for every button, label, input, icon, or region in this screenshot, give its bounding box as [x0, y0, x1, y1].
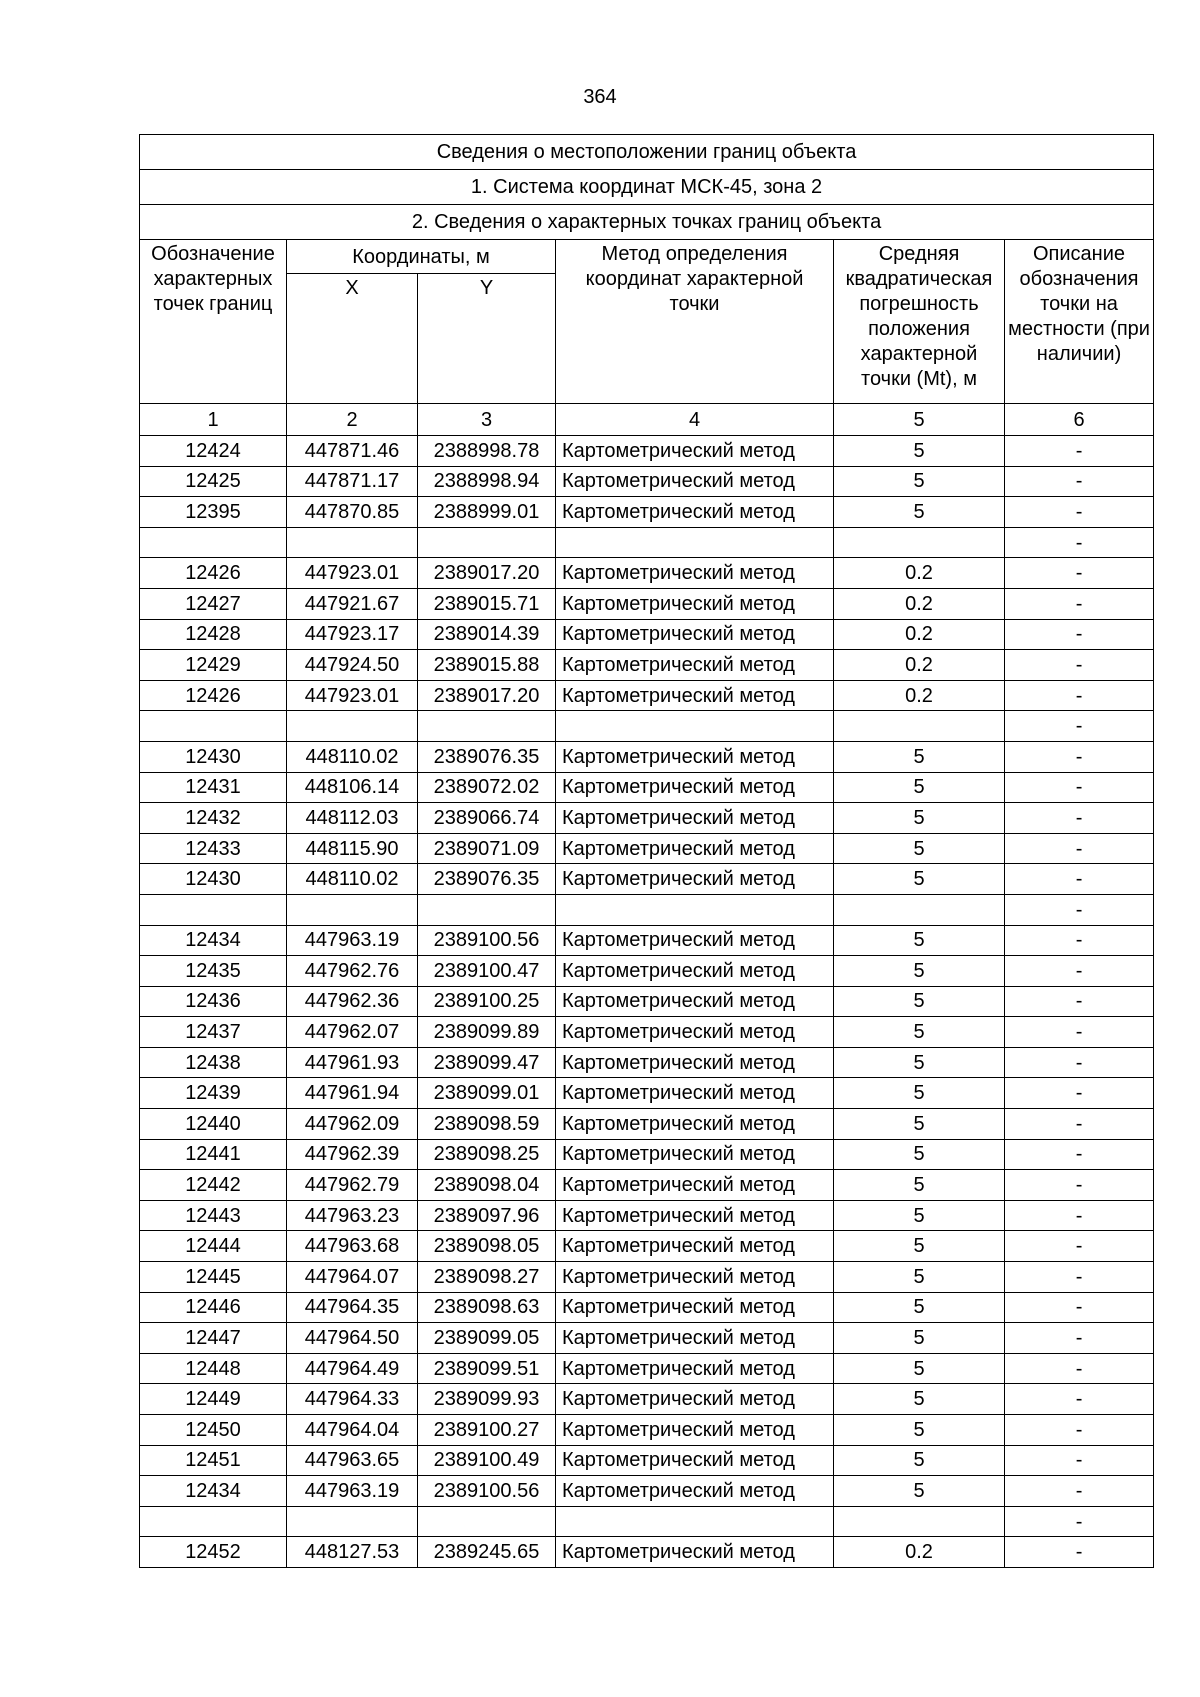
cell-method: Картометрический метод [556, 925, 834, 956]
cell-point-id: 12430 [140, 741, 287, 772]
cell-error: 5 [834, 1017, 1005, 1048]
cell-description: - [1005, 1139, 1154, 1170]
cell-x [287, 1506, 418, 1537]
cell-method: Картометрический метод [556, 466, 834, 497]
cell-error: 5 [834, 772, 1005, 803]
cell-description: - [1005, 864, 1154, 895]
table-row [140, 925, 1154, 956]
cell-error: 5 [834, 1323, 1005, 1354]
cell-method: Картометрический метод [556, 650, 834, 681]
cell-y: 2388998.78 [418, 436, 556, 467]
header-error: Средняя квадратическая погрешность положения характерной точки (Mt), м [834, 240, 1005, 404]
cell-error: 5 [834, 1353, 1005, 1384]
cell-point-id: 12434 [140, 1476, 287, 1507]
cell-method [556, 1506, 834, 1537]
cell-x: 447963.65 [287, 1445, 418, 1476]
cell-y: 2389066.74 [418, 803, 556, 834]
cell-x: 447964.35 [287, 1292, 418, 1323]
table-row [140, 1170, 1154, 1201]
cell-y: 2388999.01 [418, 497, 556, 528]
cell-point-id [140, 527, 287, 558]
cell-point-id: 12441 [140, 1139, 287, 1170]
cell-point-id [140, 1506, 287, 1537]
cell-description: - [1005, 1506, 1154, 1537]
cell-x: 447923.17 [287, 619, 418, 650]
cell-method: Картометрический метод [556, 1537, 834, 1568]
column-number: 4 [556, 404, 834, 436]
cell-description: - [1005, 803, 1154, 834]
cell-description: - [1005, 650, 1154, 681]
cell-error: 5 [834, 1200, 1005, 1231]
cell-x: 447964.07 [287, 1262, 418, 1293]
cell-point-id: 12439 [140, 1078, 287, 1109]
cell-x: 447962.79 [287, 1170, 418, 1201]
cell-description: - [1005, 1292, 1154, 1323]
cell-y: 2389076.35 [418, 741, 556, 772]
cell-error: 5 [834, 1415, 1005, 1446]
cell-error: 0.2 [834, 619, 1005, 650]
table-row [140, 1017, 1154, 1048]
cell-point-id: 12447 [140, 1323, 287, 1354]
cell-error: 5 [834, 497, 1005, 528]
cell-x: 447962.07 [287, 1017, 418, 1048]
cell-method: Картометрический метод [556, 1292, 834, 1323]
cell-error [834, 1506, 1005, 1537]
table-title: Сведения о местоположении границ объекта [140, 135, 1154, 170]
cell-description: - [1005, 956, 1154, 987]
cell-point-id: 12427 [140, 588, 287, 619]
table-row [140, 711, 1154, 742]
cell-x: 447923.01 [287, 558, 418, 589]
cell-x: 447871.17 [287, 466, 418, 497]
cell-error: 5 [834, 1078, 1005, 1109]
header-description: Описание обозначения точки на местности (при наличии) [1005, 240, 1154, 404]
table-row [140, 956, 1154, 987]
cell-x: 447961.93 [287, 1047, 418, 1078]
cell-x: 447870.85 [287, 497, 418, 528]
cell-y: 2389099.01 [418, 1078, 556, 1109]
cell-error: 0.2 [834, 680, 1005, 711]
cell-error: 5 [834, 956, 1005, 987]
cell-x [287, 894, 418, 925]
cell-method: Картометрический метод [556, 558, 834, 589]
cell-error: 5 [834, 1262, 1005, 1293]
cell-point-id: 12425 [140, 466, 287, 497]
cell-y: 2389098.04 [418, 1170, 556, 1201]
cell-description: - [1005, 497, 1154, 528]
cell-method: Картометрический метод [556, 741, 834, 772]
cell-description: - [1005, 1231, 1154, 1262]
cell-description: - [1005, 1323, 1154, 1354]
cell-description: - [1005, 1170, 1154, 1201]
header-designation: Обозначение характерных точек границ [140, 240, 287, 404]
cell-method: Картометрический метод [556, 1323, 834, 1354]
cell-y: 2389100.47 [418, 956, 556, 987]
cell-y: 2389098.59 [418, 1109, 556, 1140]
cell-point-id: 12426 [140, 558, 287, 589]
cell-y: 2389098.05 [418, 1231, 556, 1262]
cell-point-id: 12450 [140, 1415, 287, 1446]
table-row [140, 680, 1154, 711]
cell-point-id: 12424 [140, 436, 287, 467]
column-number: 2 [287, 404, 418, 436]
cell-method: Картометрический метод [556, 436, 834, 467]
table-row [140, 1476, 1154, 1507]
cell-point-id: 12429 [140, 650, 287, 681]
page-number: 364 [583, 86, 617, 108]
cell-point-id: 12438 [140, 1047, 287, 1078]
cell-y: 2389098.63 [418, 1292, 556, 1323]
cell-y: 2389014.39 [418, 619, 556, 650]
table-row [140, 741, 1154, 772]
cell-error: 5 [834, 741, 1005, 772]
cell-error: 0.2 [834, 1537, 1005, 1568]
cell-method: Картометрический метод [556, 619, 834, 650]
column-number: 1 [140, 404, 287, 436]
cell-description: - [1005, 1262, 1154, 1293]
cell-method: Картометрический метод [556, 1078, 834, 1109]
table-row [140, 1139, 1154, 1170]
cell-description: - [1005, 894, 1154, 925]
cell-y: 2388998.94 [418, 466, 556, 497]
table-row [140, 650, 1154, 681]
table-row [140, 864, 1154, 895]
cell-point-id: 12437 [140, 1017, 287, 1048]
column-number: 3 [418, 404, 556, 436]
cell-method: Картометрический метод [556, 1017, 834, 1048]
cell-x: 447964.04 [287, 1415, 418, 1446]
cell-y: 2389100.25 [418, 986, 556, 1017]
cell-description: - [1005, 1384, 1154, 1415]
cell-y [418, 894, 556, 925]
cell-y: 2389017.20 [418, 680, 556, 711]
cell-method: Картометрический метод [556, 986, 834, 1017]
coordinate-system-title: 1. Система координат МСК-45, зона 2 [140, 170, 1154, 205]
cell-error: 5 [834, 925, 1005, 956]
cell-error: 5 [834, 1445, 1005, 1476]
cell-point-id: 12445 [140, 1262, 287, 1293]
cell-x: 448112.03 [287, 803, 418, 834]
cell-description: - [1005, 680, 1154, 711]
cell-method [556, 527, 834, 558]
cell-method: Картометрический метод [556, 588, 834, 619]
cell-description: - [1005, 1445, 1154, 1476]
cell-x: 447962.09 [287, 1109, 418, 1140]
cell-point-id: 12448 [140, 1353, 287, 1384]
cell-error: 5 [834, 1139, 1005, 1170]
table-row [140, 1231, 1154, 1262]
cell-y: 2389099.51 [418, 1353, 556, 1384]
cell-method: Картометрический метод [556, 497, 834, 528]
cell-method: Картометрический метод [556, 1445, 834, 1476]
cell-y: 2389099.47 [418, 1047, 556, 1078]
cell-description: - [1005, 1353, 1154, 1384]
table-row [140, 1353, 1154, 1384]
table-row [140, 558, 1154, 589]
cell-point-id: 12440 [140, 1109, 287, 1140]
table-row [140, 466, 1154, 497]
cell-x: 447962.39 [287, 1139, 418, 1170]
cell-x: 447963.68 [287, 1231, 418, 1262]
header-x: X [287, 274, 418, 404]
cell-description: - [1005, 925, 1154, 956]
cell-description: - [1005, 741, 1154, 772]
table-row [140, 588, 1154, 619]
cell-x: 447962.36 [287, 986, 418, 1017]
cell-y: 2389100.56 [418, 925, 556, 956]
cell-y: 2389072.02 [418, 772, 556, 803]
table-row [140, 1109, 1154, 1140]
boundary-points-table [139, 134, 1154, 1568]
cell-point-id [140, 894, 287, 925]
cell-method: Картометрический метод [556, 833, 834, 864]
table-row [140, 619, 1154, 650]
cell-description: - [1005, 527, 1154, 558]
cell-error: 5 [834, 986, 1005, 1017]
cell-x: 447962.76 [287, 956, 418, 987]
cell-x: 448110.02 [287, 741, 418, 772]
table-row [140, 1384, 1154, 1415]
cell-description: - [1005, 588, 1154, 619]
cell-error: 5 [834, 803, 1005, 834]
cell-description: - [1005, 772, 1154, 803]
cell-y: 2389100.49 [418, 1445, 556, 1476]
cell-point-id: 12431 [140, 772, 287, 803]
cell-description: - [1005, 1537, 1154, 1568]
cell-y: 2389245.65 [418, 1537, 556, 1568]
cell-error: 5 [834, 1292, 1005, 1323]
table-row [140, 497, 1154, 528]
cell-x: 447964.33 [287, 1384, 418, 1415]
table-row [140, 1292, 1154, 1323]
cell-x: 447871.46 [287, 436, 418, 467]
cell-method: Картометрический метод [556, 1353, 834, 1384]
cell-method: Картометрический метод [556, 1109, 834, 1140]
cell-y: 2389015.88 [418, 650, 556, 681]
cell-y [418, 1506, 556, 1537]
header-method: Метод определения координат характерной точки [556, 240, 834, 404]
cell-y: 2389015.71 [418, 588, 556, 619]
cell-point-id: 12436 [140, 986, 287, 1017]
cell-y: 2389071.09 [418, 833, 556, 864]
cell-point-id: 12443 [140, 1200, 287, 1231]
cell-point-id: 12452 [140, 1537, 287, 1568]
header-y: Y [418, 274, 556, 404]
table-row [140, 1262, 1154, 1293]
cell-x: 447963.19 [287, 1476, 418, 1507]
cell-error: 5 [834, 1476, 1005, 1507]
cell-y: 2389099.05 [418, 1323, 556, 1354]
cell-point-id: 12446 [140, 1292, 287, 1323]
table-row [140, 436, 1154, 467]
cell-point-id: 12433 [140, 833, 287, 864]
cell-method [556, 711, 834, 742]
cell-description: - [1005, 1017, 1154, 1048]
cell-y: 2389098.25 [418, 1139, 556, 1170]
cell-x: 447921.67 [287, 588, 418, 619]
cell-x [287, 527, 418, 558]
cell-y: 2389097.96 [418, 1200, 556, 1231]
cell-x: 447963.19 [287, 925, 418, 956]
cell-description: - [1005, 436, 1154, 467]
table-row [140, 1445, 1154, 1476]
cell-error: 5 [834, 833, 1005, 864]
table-row [140, 772, 1154, 803]
cell-error: 5 [834, 466, 1005, 497]
cell-x: 447964.49 [287, 1353, 418, 1384]
cell-point-id: 12449 [140, 1384, 287, 1415]
cell-description: - [1005, 986, 1154, 1017]
cell-point-id: 12435 [140, 956, 287, 987]
table-row [140, 894, 1154, 925]
points-section-title: 2. Сведения о характерных точках границ объекта [140, 205, 1154, 240]
cell-point-id: 12432 [140, 803, 287, 834]
cell-description: - [1005, 1415, 1154, 1446]
table-row [140, 803, 1154, 834]
cell-x: 448106.14 [287, 772, 418, 803]
cell-error [834, 527, 1005, 558]
cell-point-id: 12426 [140, 680, 287, 711]
table-row [140, 1078, 1154, 1109]
cell-y [418, 527, 556, 558]
cell-y: 2389098.27 [418, 1262, 556, 1293]
cell-method: Картометрический метод [556, 1200, 834, 1231]
cell-y: 2389100.27 [418, 1415, 556, 1446]
column-number: 5 [834, 404, 1005, 436]
cell-description: - [1005, 1476, 1154, 1507]
cell-method: Картометрический метод [556, 680, 834, 711]
cell-y: 2389076.35 [418, 864, 556, 895]
cell-method: Картометрический метод [556, 1139, 834, 1170]
cell-x: 447963.23 [287, 1200, 418, 1231]
column-number: 6 [1005, 404, 1154, 436]
cell-error [834, 711, 1005, 742]
cell-description: - [1005, 1047, 1154, 1078]
table-row [140, 1047, 1154, 1078]
cell-method: Картометрический метод [556, 772, 834, 803]
cell-error: 0.2 [834, 558, 1005, 589]
table-row [140, 1200, 1154, 1231]
cell-error: 5 [834, 1231, 1005, 1262]
cell-method: Картометрический метод [556, 1262, 834, 1293]
cell-error: 0.2 [834, 650, 1005, 681]
cell-error: 5 [834, 1047, 1005, 1078]
cell-x [287, 711, 418, 742]
cell-x: 448127.53 [287, 1537, 418, 1568]
cell-method: Картометрический метод [556, 956, 834, 987]
cell-description: - [1005, 619, 1154, 650]
cell-x: 448115.90 [287, 833, 418, 864]
cell-y: 2389100.56 [418, 1476, 556, 1507]
cell-description: - [1005, 1200, 1154, 1231]
cell-description: - [1005, 1078, 1154, 1109]
table-row [140, 1506, 1154, 1537]
cell-point-id: 12428 [140, 619, 287, 650]
cell-y [418, 711, 556, 742]
cell-description: - [1005, 466, 1154, 497]
table-row [140, 1537, 1154, 1568]
cell-method: Картометрический метод [556, 1170, 834, 1201]
cell-description: - [1005, 1109, 1154, 1140]
cell-error: 0.2 [834, 588, 1005, 619]
cell-point-id: 12444 [140, 1231, 287, 1262]
cell-description: - [1005, 711, 1154, 742]
cell-method: Картометрический метод [556, 1415, 834, 1446]
cell-x: 447923.01 [287, 680, 418, 711]
cell-error: 5 [834, 1170, 1005, 1201]
cell-y: 2389017.20 [418, 558, 556, 589]
cell-method: Картометрический метод [556, 1476, 834, 1507]
cell-error: 5 [834, 1109, 1005, 1140]
cell-method: Картометрический метод [556, 864, 834, 895]
cell-method: Картометрический метод [556, 803, 834, 834]
cell-x: 447961.94 [287, 1078, 418, 1109]
cell-point-id: 12430 [140, 864, 287, 895]
table-row [140, 833, 1154, 864]
cell-description: - [1005, 558, 1154, 589]
cell-error [834, 894, 1005, 925]
cell-point-id: 12395 [140, 497, 287, 528]
cell-error: 5 [834, 1384, 1005, 1415]
cell-y: 2389099.89 [418, 1017, 556, 1048]
table-row [140, 1415, 1154, 1446]
cell-point-id [140, 711, 287, 742]
cell-x: 447924.50 [287, 650, 418, 681]
table-row [140, 986, 1154, 1017]
cell-method: Картометрический метод [556, 1384, 834, 1415]
cell-point-id: 12442 [140, 1170, 287, 1201]
cell-point-id: 12451 [140, 1445, 287, 1476]
cell-x: 448110.02 [287, 864, 418, 895]
cell-description: - [1005, 833, 1154, 864]
cell-y: 2389099.93 [418, 1384, 556, 1415]
cell-point-id: 12434 [140, 925, 287, 956]
cell-method: Картометрический метод [556, 1047, 834, 1078]
cell-error: 5 [834, 864, 1005, 895]
cell-method: Картометрический метод [556, 1231, 834, 1262]
header-coordinates: Координаты, м [287, 240, 556, 274]
table-row [140, 527, 1154, 558]
cell-method [556, 894, 834, 925]
cell-x: 447964.50 [287, 1323, 418, 1354]
table-row [140, 1323, 1154, 1354]
cell-error: 5 [834, 436, 1005, 467]
